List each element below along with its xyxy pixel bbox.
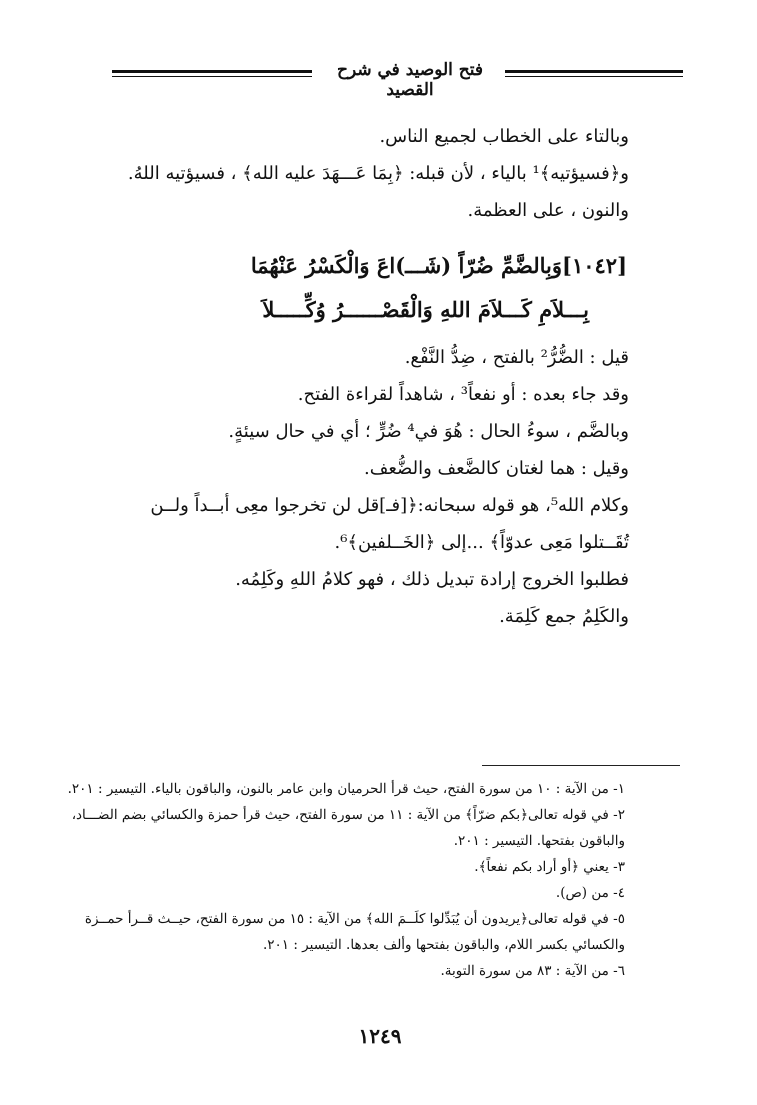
footnote-line: ١- من الآية : ١٠ من سورة الفتح، حيث قرأ الحرميان وابن عامر بالنون، والباقون بالياء. التيسير : ٢٠١. xyxy=(67,781,625,797)
footnote-line: ٦- من الآية : ٨٣ من سورة التوبة. xyxy=(440,963,625,979)
body-line: قيل : الضُّرُّ² بالفتح ، ضِدُّ النَّفْع. xyxy=(404,347,629,368)
body-text-commentary xyxy=(114,340,629,636)
body-line: تُقَــتلوا مَعِى عدوّاً﴾ ...إلى ﴿الخَــلفين﴾⁶. xyxy=(334,532,629,553)
body-line: وكلام الله⁵، هو قوله سبحانه:﴿[فـ]قل لن تخرجوا معِى أبــداً ولــن xyxy=(150,495,629,516)
footnote-line: ٥- في قوله تعالى﴿يريدون أن يُبَدِّلوا كلَــمَ الله﴾ من الآية : ١٥ من سورة الفتح، حيــث قــرأ حمــزة xyxy=(84,911,625,927)
body-line: و﴿فسيؤتيه﴾¹ بالياء ، لأن قبله: ﴿بِمَا عَـــهَدَ عليه الله﴾ ، فسيؤتيه اللهُ. xyxy=(127,163,629,184)
running-header-title: فتح الوصيد في شرح القصيد xyxy=(336,60,484,100)
body-line: وقد جاء بعده : أو نفعاً³ ، شاهداً لقراءة الفتح. xyxy=(297,384,629,405)
body-line: والنون ، على العظمة. xyxy=(467,200,629,221)
footnote-line: ٢- في قوله تعالى﴿بكم ضرّاً﴾ من الآية : ١١ من سورة الفتح، حيث قرأ حمزة والكسائي بضم الضـــاد، xyxy=(71,807,625,823)
body-line: فطلبوا الخروج إرادة تبديل ذلك ، فهو كلامُ اللهِ وكَلِمُه. xyxy=(235,569,629,590)
footnote-line: والباقون بفتحها. التيسير : ٢٠١. xyxy=(453,833,625,849)
body-line: والكَلِمُ جمع كَلِمَة. xyxy=(499,606,629,627)
body-text-top xyxy=(119,118,629,229)
body-line: وقيل : هما لغتان كالضَّعف والضُّعف. xyxy=(363,458,629,479)
poem-verse-first-hemistich: [١٠٤٢]وَبِالضَّمِّ ضُرّاً (شَـــ)اعَ وَالْكَسْرُ عَنْهُمَا xyxy=(250,253,627,278)
footnote-separator xyxy=(482,765,680,766)
body-line: وبالضَّم ، سوءُ الحال : هُوَ في⁴ ضُرٍّ ؛ أي في حال سيئةٍ. xyxy=(228,421,629,442)
page-number: ١٢٤٩ xyxy=(358,1024,402,1048)
footnote-line: والكسائي بكسر اللام، والباقون بفتحها وألف بعدها. التيسير : ٢٠١. xyxy=(262,937,625,953)
header-rule-right xyxy=(505,70,683,77)
body-line: وبالتاء على الخطاب لجميع الناس. xyxy=(379,126,629,147)
footnotes xyxy=(67,776,625,984)
poem-verse-second-hemistich: بِـــلاَمِ كَـــلاَمَ اللهِ وَالْقَصْــــــرُ وُكِّـــــلاَ xyxy=(262,297,589,322)
footnote-line: ٤- من (ص). xyxy=(555,885,625,901)
header-rule-left xyxy=(112,70,312,77)
footnote-line: ٣- يعني ﴿أو أراد بكم نفعاً﴾. xyxy=(474,859,625,875)
